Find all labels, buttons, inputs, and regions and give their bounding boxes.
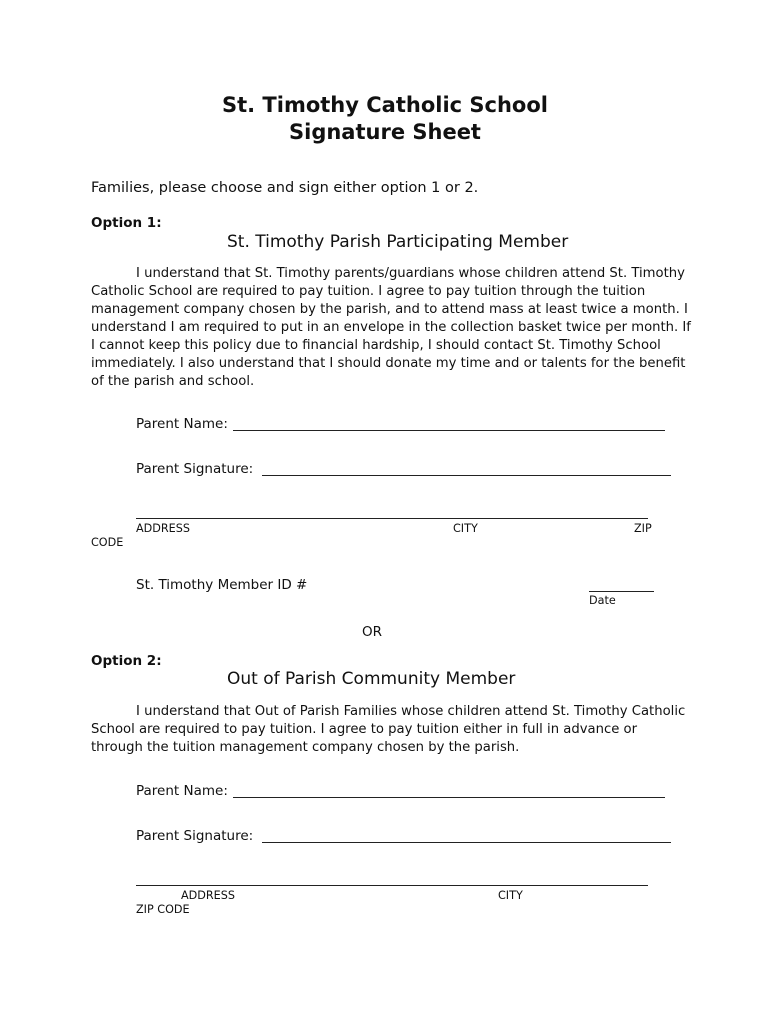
option1-date-line[interactable] [589, 591, 654, 592]
page-subtitle: Signature Sheet [289, 120, 481, 144]
option1-city-label: CITY [453, 522, 478, 535]
option2-zip-code-label: ZIP CODE [136, 903, 190, 916]
option1-code-label: CODE [91, 536, 124, 549]
option2-heading: Out of Parish Community Member [227, 669, 516, 689]
option2-city-label: CITY [498, 889, 523, 902]
option1-parent-name-line[interactable] [233, 430, 665, 431]
option1-parent-signature-line[interactable] [262, 475, 671, 476]
intro-instructions: Families, please choose and sign either option 1 or 2. [91, 180, 479, 196]
option1-parent-signature-label: Parent Signature: [136, 461, 254, 477]
option1-address-line[interactable] [136, 518, 648, 519]
option2-address-label: ADDRESS [181, 889, 235, 902]
option1-zip-label: ZIP [634, 522, 652, 535]
option1-member-id-label: St. Timothy Member ID # [136, 577, 308, 593]
option1-heading: St. Timothy Parish Participating Member [227, 232, 569, 252]
option2-parent-signature-label: Parent Signature: [136, 828, 254, 844]
option2-parent-name-line[interactable] [233, 797, 665, 798]
option2-address-line[interactable] [136, 885, 648, 886]
option1-date-label: Date [589, 594, 616, 607]
option2-label: Option 2: [91, 653, 162, 669]
option1-paragraph: I understand that St. Timothy parents/guardians whose children attend St. Timothy Catholic School are required to pay tuition. I agree to pay tuition through the tuition management company chosen by the parish, and to attend mass at least twice a month. I understand I am required to put in an envelope in the collection basket twice per month. If I cannot keep this policy due to financial hardship, I should contact St. Timothy School immediately. I also understand that I should donate my time and or talents for the benefit of the parish and school. [91, 266, 691, 389]
option2-parent-name-label: Parent Name: [136, 783, 228, 799]
option2-paragraph: I understand that Out of Parish Families whose children attend St. Timothy Catholic School are required to pay tuition. I agree to pay tuition either in full in advance or through the tuition management company chosen by the parish. [91, 704, 686, 755]
option1-label: Option 1: [91, 215, 162, 231]
page-title: St. Timothy Catholic School [221, 93, 548, 117]
option2-parent-signature-line[interactable] [262, 842, 671, 843]
or-separator: OR [362, 624, 383, 640]
option1-parent-name-label: Parent Name: [136, 416, 228, 432]
option1-address-label: ADDRESS [136, 522, 190, 535]
